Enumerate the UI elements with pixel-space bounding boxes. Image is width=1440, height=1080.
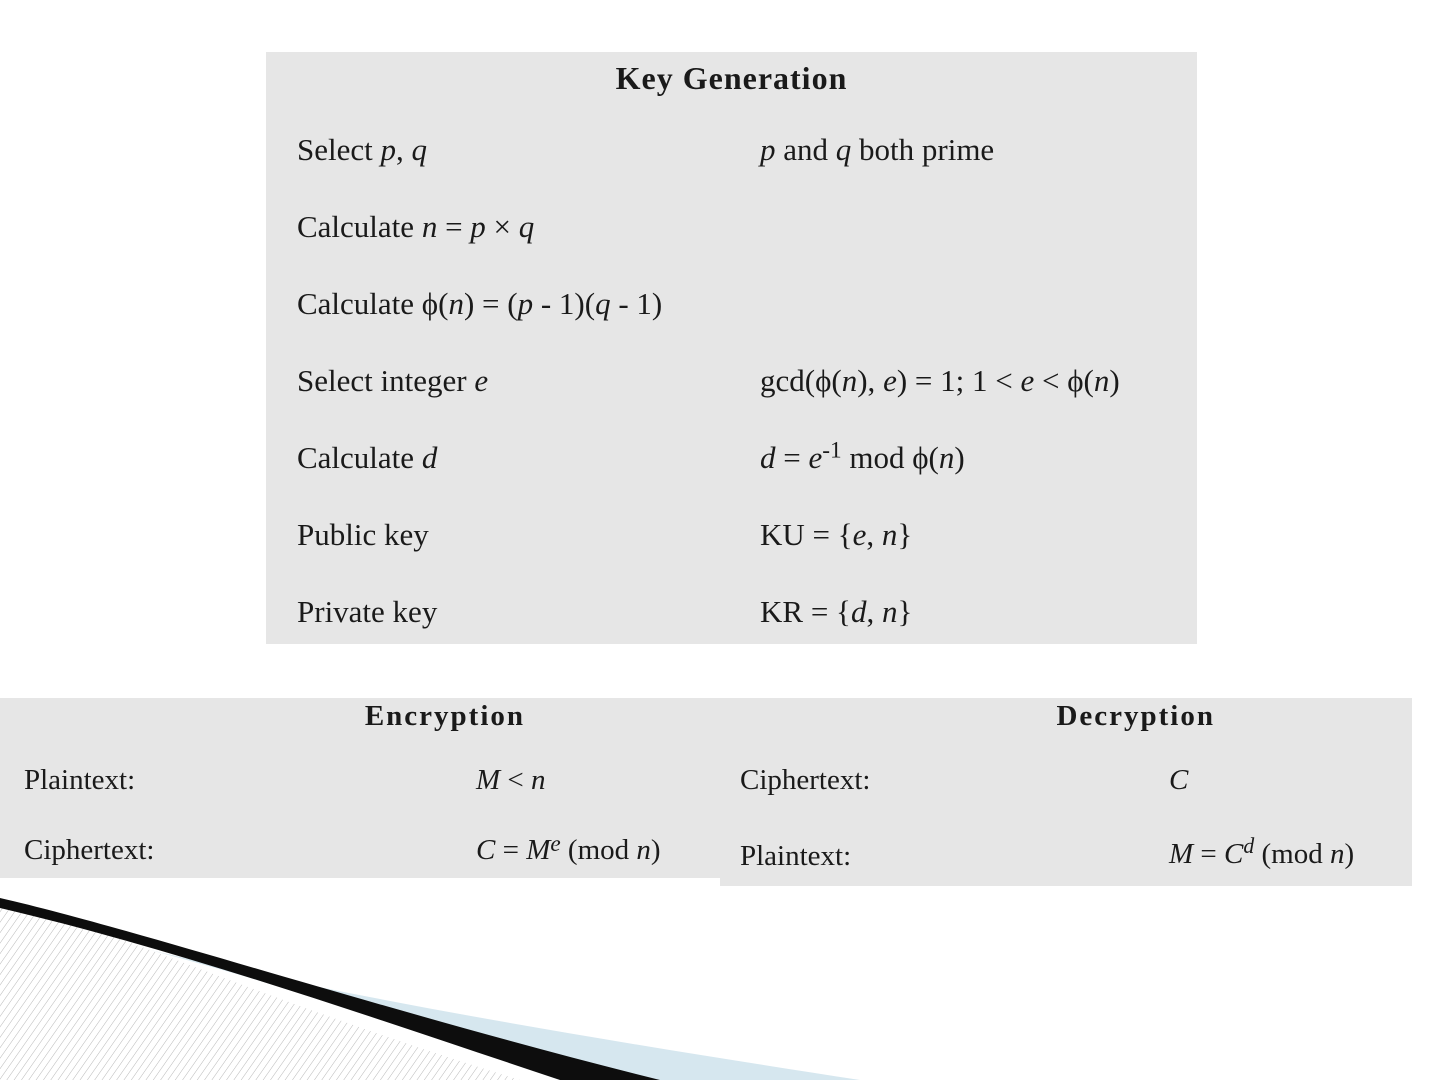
key-generation-table — [266, 52, 1197, 644]
keygen-value: p and q both prime — [760, 132, 995, 167]
keygen-row — [266, 517, 1197, 577]
keygen-value: $d = e^{-1}$ mod ϕ(n) — [760, 437, 965, 475]
keygen-row — [266, 132, 1197, 192]
keygen-row — [266, 363, 1197, 423]
keygen-label: Public key — [297, 517, 429, 552]
keygen-label: Calculate d — [297, 440, 438, 475]
decryption-title: Decryption — [1056, 700, 1215, 732]
decryption-value: $M = C^d$ (mod n) — [1169, 834, 1355, 870]
keygen-row — [266, 209, 1197, 269]
keygen-row — [266, 437, 1197, 500]
decryption-label: Ciphertext: — [740, 764, 871, 796]
decryption-table — [720, 698, 1412, 886]
decryption-value: C — [1169, 764, 1189, 796]
encryption-title: Encryption — [364, 700, 525, 732]
encryption-value: M < n — [476, 764, 546, 796]
decryption-label: Plaintext: — [740, 840, 852, 872]
keygen-label: Calculate n = p × q — [297, 209, 535, 244]
keygen-label: Select p, q — [297, 132, 427, 167]
encryption-value: $C = M^e$ (mod n) — [476, 830, 661, 866]
keygen-value: KU = {e, n} — [760, 517, 913, 552]
keygen-label: Calculate ϕ(n) = (p - 1)(q - 1) — [297, 286, 663, 321]
keygen-label: Select integer e — [297, 363, 489, 398]
encryption-label: Plaintext: — [24, 764, 136, 796]
encryption-label: Ciphertext: — [24, 834, 155, 866]
key-generation-title: Key Generation — [615, 60, 848, 96]
decorative-swoosh — [0, 880, 900, 1080]
keygen-value: KR = {d, n} — [760, 594, 913, 629]
encryption-table — [0, 698, 720, 878]
keygen-value: gcd(ϕ(n), e) = 1; 1 < e < ϕ(n) — [760, 363, 1120, 398]
keygen-row — [266, 594, 1197, 654]
keygen-row — [266, 286, 1197, 346]
keygen-label: Private key — [297, 594, 438, 629]
